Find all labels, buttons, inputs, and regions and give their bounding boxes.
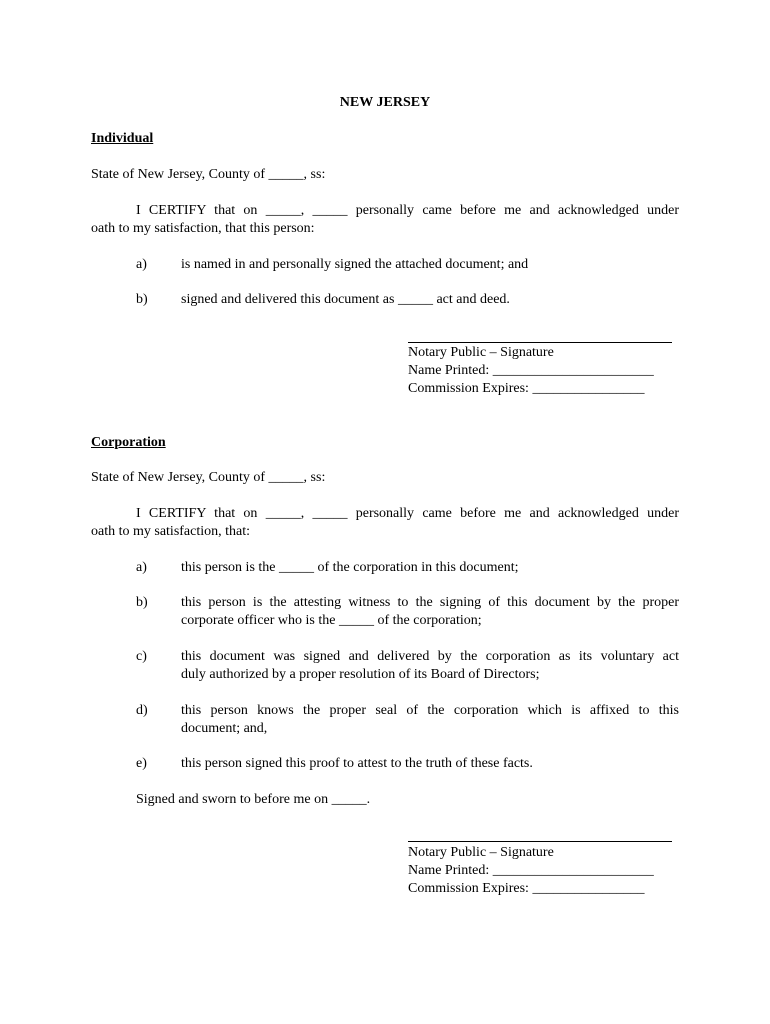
corporation-item-d-marker: d): [136, 703, 148, 718]
corporation-item-c-line2: duly authorized by a proper resolution of its Board of Directors;: [181, 667, 540, 682]
corporation-item-e-text: [181, 755, 679, 773]
corporation-item-c-text: [181, 648, 679, 684]
individual-certify-line2: oath to my satisfaction, that this person:: [91, 221, 315, 236]
corporation-certify-line2: oath to my satisfaction, that:: [91, 524, 251, 539]
corporation-item-c-marker: c): [136, 649, 147, 664]
corporation-item-b-text: [181, 594, 679, 630]
individual-item-a-text: [181, 256, 679, 274]
individual-item-b-marker: b): [136, 292, 148, 307]
individual-signature-block: [408, 344, 654, 398]
individual-heading: Individual: [91, 131, 154, 146]
individual-signature-line: [408, 342, 672, 343]
corporation-item-b-line1: this person is the attesting witness to the signing of this document by the proper: [181, 595, 679, 610]
corporation-item-d-line1: this person knows the proper seal of the corporation which is affixed to this: [181, 703, 679, 718]
individual-venue: State of New Jersey, County of _____, ss:: [91, 167, 326, 182]
corporation-sworn-statement: Signed and sworn to before me on _____.: [136, 792, 371, 807]
individual-item-b-line1: signed and delivered this document as _____ act and deed.: [181, 292, 510, 307]
corporation-item-a-marker: a): [136, 560, 147, 575]
corporation-item-a-text: [181, 559, 679, 577]
corporation-certify-paragraph: [91, 505, 679, 541]
corporation-item-e-marker: e): [136, 756, 147, 771]
individual-notary-role: Notary Public – Signature: [408, 345, 554, 360]
individual-certify-paragraph: [91, 202, 679, 238]
corporation-notary-role: Notary Public – Signature: [408, 845, 554, 860]
corporation-commission-expires: Commission Expires: ________________: [408, 881, 645, 896]
individual-item-a-line1: is named in and personally signed the attached document; and: [181, 257, 529, 272]
corporation-item-b-line2: corporate officer who is the _____ of the corporation;: [181, 613, 482, 628]
individual-certify-line1: I CERTIFY that on _____, _____ personally came before me and acknowledged under: [136, 203, 679, 218]
corporation-item-d-text: [181, 702, 679, 738]
individual-item-a-marker: a): [136, 257, 147, 272]
individual-commission-expires: Commission Expires: ________________: [408, 381, 645, 396]
corporation-venue: State of New Jersey, County of _____, ss:: [91, 470, 326, 485]
corporation-certify-line1: I CERTIFY that on _____, _____ personally came before me and acknowledged under: [136, 506, 679, 521]
corporation-heading: Corporation: [91, 435, 166, 450]
corporation-item-e-line1: this person signed this proof to attest to the truth of these facts.: [181, 756, 533, 771]
corporation-name-printed: Name Printed: _______________________: [408, 863, 654, 878]
corporation-item-b-marker: b): [136, 595, 148, 610]
corporation-signature-line: [408, 841, 672, 842]
document-title: NEW JERSEY: [339, 95, 431, 110]
individual-item-b-text: [181, 291, 679, 309]
corporation-signature-block: [408, 844, 654, 898]
corporation-item-a-line1: this person is the _____ of the corporation in this document;: [181, 560, 519, 575]
corporation-item-d-line2: document; and,: [181, 721, 268, 736]
corporation-item-c-line1: this document was signed and delivered by the corporation as its voluntary act: [181, 649, 679, 664]
individual-name-printed: Name Printed: _______________________: [408, 363, 654, 378]
